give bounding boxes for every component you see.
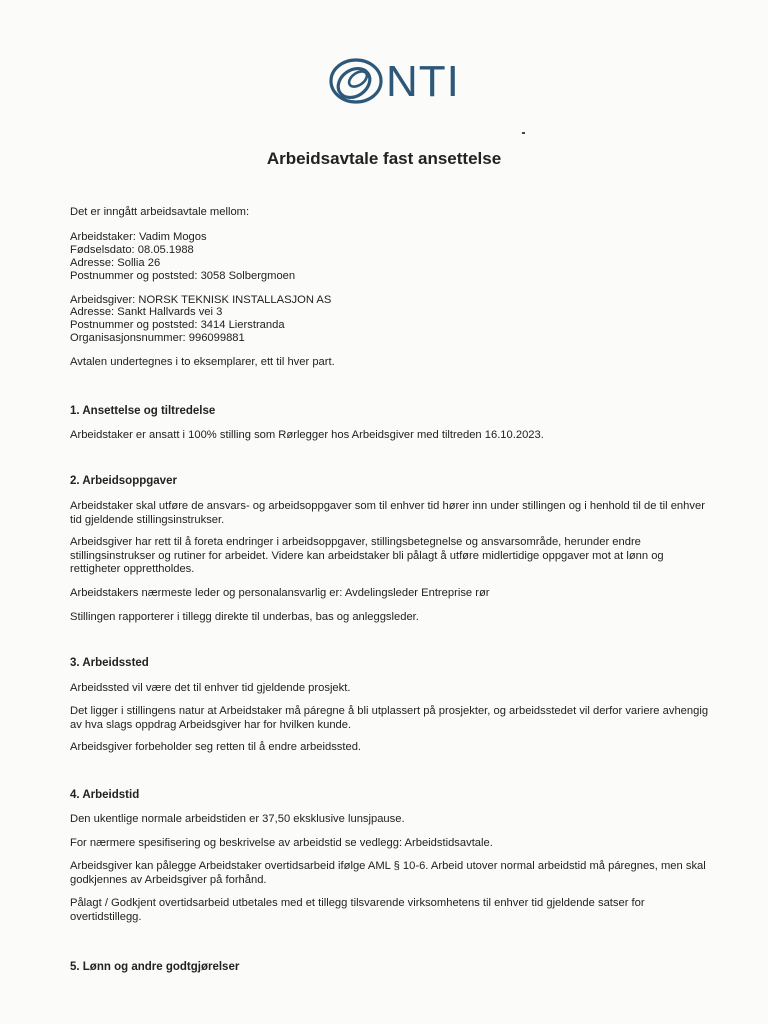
logo-text: NTI (386, 57, 460, 106)
employer-address: Adresse: Sankt Hallvards vei 3 (70, 306, 223, 318)
section-paragraph: Arbeidstaker er ansatt i 100% stilling som Rørlegger hos Arbeidsgiver med tiltreden 16.10.2023. (70, 429, 544, 441)
section-paragraph: For nærmere spesifisering og beskrivelse av arbeidstid se vedlegg: Arbeidstidsavtale. (70, 837, 493, 849)
section-paragraph: Pålagt / Godkjent overtidsarbeid utbetales med et tillegg tilsvarende virksomhetens til enhver tid gjeldende satser for overtidstillegg. (70, 897, 645, 923)
section-paragraph: Arbeidssted vil være det til enhver tid gjeldende prosjekt. (70, 682, 351, 694)
employer-postal: Postnummer og poststed: 3414 Lierstranda (70, 319, 285, 331)
section-heading: 3. Arbeidssted (70, 657, 149, 669)
section-paragraph: Arbeidsgiver har rett til å foreta endringer i arbeidsoppgaver, stillingsbetegnelse og ansvarsområde, herunder endre stillingsinstrukser og rutiner for arbeidet. Videre kan arbeidstaker bli pålagt å utføre midlertidige oppgaver mot at lønn og rettigheter opprettholdes. (70, 536, 664, 575)
section-paragraph: Arbeidsgiver forbeholder seg retten til å endre arbeidssted. (70, 741, 362, 753)
section-paragraph: Stillingen rapporterer i tillegg direkte til underbas, bas og anleggsleder. (70, 611, 419, 623)
section-paragraph: Den ukentlige normale arbeidstiden er 37,50 eksklusive lunsjpause. (70, 813, 405, 825)
nti-logo (328, 56, 460, 108)
employee-birthdate: Fødselsdato: 08.05.1988 (70, 244, 194, 256)
section-paragraph: Arbeidstaker skal utføre de ansvars- og arbeidsoppgaver som til enhver tid hører inn under stillingen og i henhold til de til enhver tid gjeldende stillingsinstrukser. (70, 500, 705, 526)
section-heading: 4. Arbeidstid (70, 789, 140, 801)
employer-org-number: Organisasjonsnummer: 996099881 (70, 332, 245, 344)
section-paragraph: Det ligger i stillingens natur at Arbeidstaker må páregne å bli utplassert på prosjekter, og arbeidsstedet vil derfor variere avhengig av hva slags oppdrag Arbeidsgiver har for hvilken kunde. (70, 705, 709, 731)
section-heading: 2. Arbeidsoppgaver (70, 475, 177, 487)
nti-swirl-icon (328, 56, 386, 108)
section-heading: 5. Lønn og andre godtgjørelser (70, 961, 240, 973)
scan-speck (522, 132, 525, 134)
signing-note: Avtalen undertegnes i to eksemplarer, ett til hver part. (70, 356, 335, 368)
employee-postal: Postnummer og poststed: 3058 Solbergmoen (70, 270, 296, 282)
section-paragraph: Arbeidsgiver kan pålegge Arbeidstaker overtidsarbeid ifølge AML § 10-6. Arbeid utover normal arbeidstid må páregnes, men skal godkjennes av Arbeidsgiver på forhånd. (70, 860, 706, 886)
section-heading: 1. Ansettelse og tiltredelse (70, 405, 216, 417)
employee-address: Adresse: Sollia 26 (70, 257, 161, 269)
employee-name: Arbeidstaker: Vadim Mogos (70, 231, 207, 243)
section-paragraph: Arbeidstakers nærmeste leder og personalansvarlig er: Avdelingsleder Entreprise rør (70, 587, 490, 599)
document-title: Arbeidsavtale fast ansettelse (266, 149, 502, 168)
intro-text: Det er inngått arbeidsavtale mellom: (70, 206, 250, 218)
employer-name: Arbeidsgiver: NORSK TEKNISK INSTALLASJON AS (70, 294, 332, 306)
